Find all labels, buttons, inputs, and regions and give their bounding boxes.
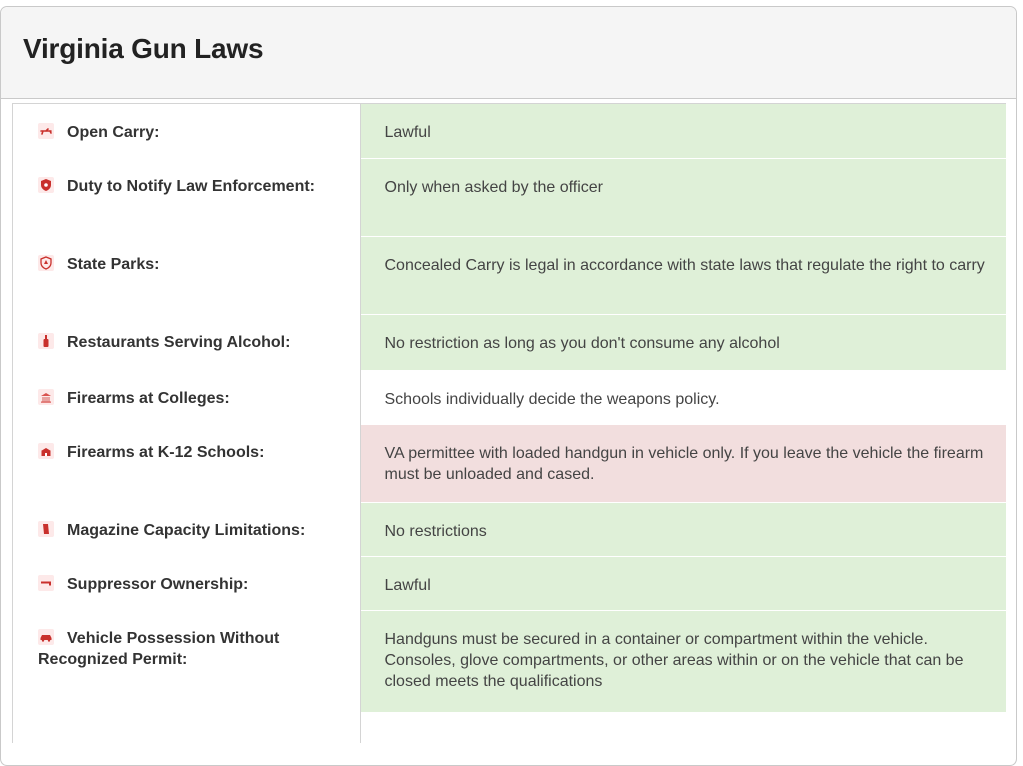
law-label-cell bbox=[13, 158, 360, 236]
law-label-cell bbox=[13, 556, 360, 610]
table-row bbox=[13, 712, 1006, 742]
bottle-icon bbox=[38, 333, 54, 349]
laws-table-wrapper bbox=[12, 103, 1006, 743]
law-value-cell: Handguns must be secured in a container or compartment within the vehicle. Consoles, glove compartments, or other areas within or on the vehicle that can be closed meets the qualifications bbox=[360, 610, 1006, 712]
law-label-cell bbox=[13, 370, 360, 424]
panel-header bbox=[1, 7, 1016, 99]
park-shield-icon bbox=[38, 255, 54, 271]
car-icon bbox=[38, 629, 54, 645]
laws-table bbox=[13, 104, 1006, 743]
law-label: Firearms at Colleges: bbox=[67, 390, 230, 407]
law-label-cell bbox=[13, 236, 360, 314]
law-label: Magazine Capacity Limitations: bbox=[67, 522, 306, 539]
law-value-cell: Lawful bbox=[360, 556, 1006, 610]
law-label: Open Carry: bbox=[67, 124, 160, 141]
law-label: Firearms at K-12 Schools: bbox=[67, 444, 265, 461]
law-label: State Parks: bbox=[67, 256, 160, 273]
law-value-cell: Lawful bbox=[360, 104, 1006, 158]
law-value-cell: No restriction as long as you don't consume any alcohol bbox=[360, 314, 1006, 370]
table-row bbox=[13, 314, 1006, 370]
table-row bbox=[13, 424, 1006, 502]
college-building-icon bbox=[38, 389, 54, 405]
law-label-cell bbox=[13, 314, 360, 370]
law-label: Restaurants Serving Alcohol: bbox=[67, 334, 291, 351]
rifle-icon bbox=[38, 123, 54, 139]
table-row bbox=[13, 158, 1006, 236]
law-value-cell: Schools individually decide the weapons policy. bbox=[360, 370, 1006, 424]
law-value-cell bbox=[360, 712, 1006, 742]
table-row bbox=[13, 610, 1006, 712]
page-title: Virginia Gun Laws bbox=[23, 33, 264, 64]
law-label-cell bbox=[13, 424, 360, 502]
school-building-icon bbox=[38, 443, 54, 459]
law-value-cell: Concealed Carry is legal in accordance with state laws that regulate the right to carry bbox=[360, 236, 1006, 314]
law-value-cell: VA permittee with loaded handgun in vehicle only. If you leave the vehicle the firearm must be unloaded and cased. bbox=[360, 424, 1006, 502]
badge-shield-icon bbox=[38, 177, 54, 193]
table-row bbox=[13, 370, 1006, 424]
law-label: Duty to Notify Law Enforcement: bbox=[67, 178, 316, 195]
magazine-icon bbox=[38, 521, 54, 537]
law-label-cell bbox=[13, 610, 360, 712]
law-label-cell bbox=[13, 712, 360, 742]
law-value-cell: No restrictions bbox=[360, 502, 1006, 556]
suppressor-icon bbox=[38, 575, 54, 591]
law-value-cell: Only when asked by the officer bbox=[360, 158, 1006, 236]
table-row bbox=[13, 556, 1006, 610]
law-label: Vehicle Possession Without Recognized Permit: bbox=[38, 630, 280, 668]
law-label-cell bbox=[13, 104, 360, 158]
table-row bbox=[13, 502, 1006, 556]
table-row bbox=[13, 236, 1006, 314]
law-label-cell bbox=[13, 502, 360, 556]
law-label: Suppressor Ownership: bbox=[67, 576, 249, 593]
table-row bbox=[13, 104, 1006, 158]
